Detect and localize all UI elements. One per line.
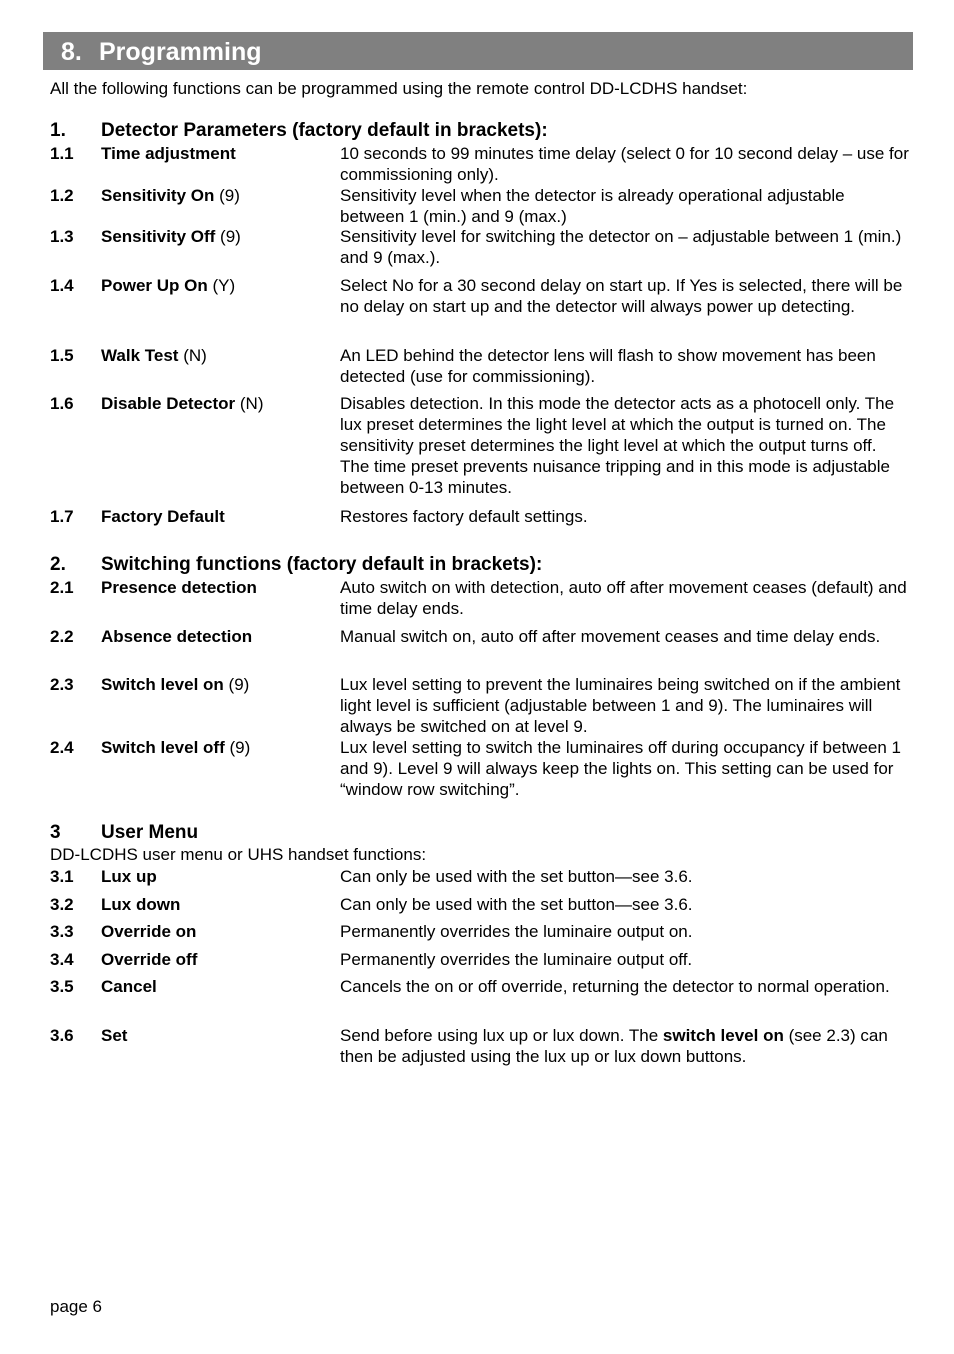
user-menu-intro: DD-LCDHS user menu or UHS handset functions:: [50, 845, 427, 864]
section-3-heading: 3 User Menu: [50, 822, 199, 843]
page-number: page 6: [50, 1297, 102, 1316]
page-title: Programming: [99, 38, 262, 66]
section-2-heading: 2. Switching functions (factory default in brackets):: [50, 554, 543, 575]
section-number: 8.: [61, 38, 82, 66]
section-title-bar: [43, 32, 913, 70]
intro-text: All the following functions can be programmed using the remote control DD-LCDHS handset:: [50, 79, 748, 98]
set-description: Send before using lux up or lux down. The switch level on (see 2.3) can then be adjusted using the lux up or lux down buttons.: [340, 1026, 888, 1066]
section-1-heading: 1. Detector Parameters (factory default in brackets):: [50, 120, 548, 141]
